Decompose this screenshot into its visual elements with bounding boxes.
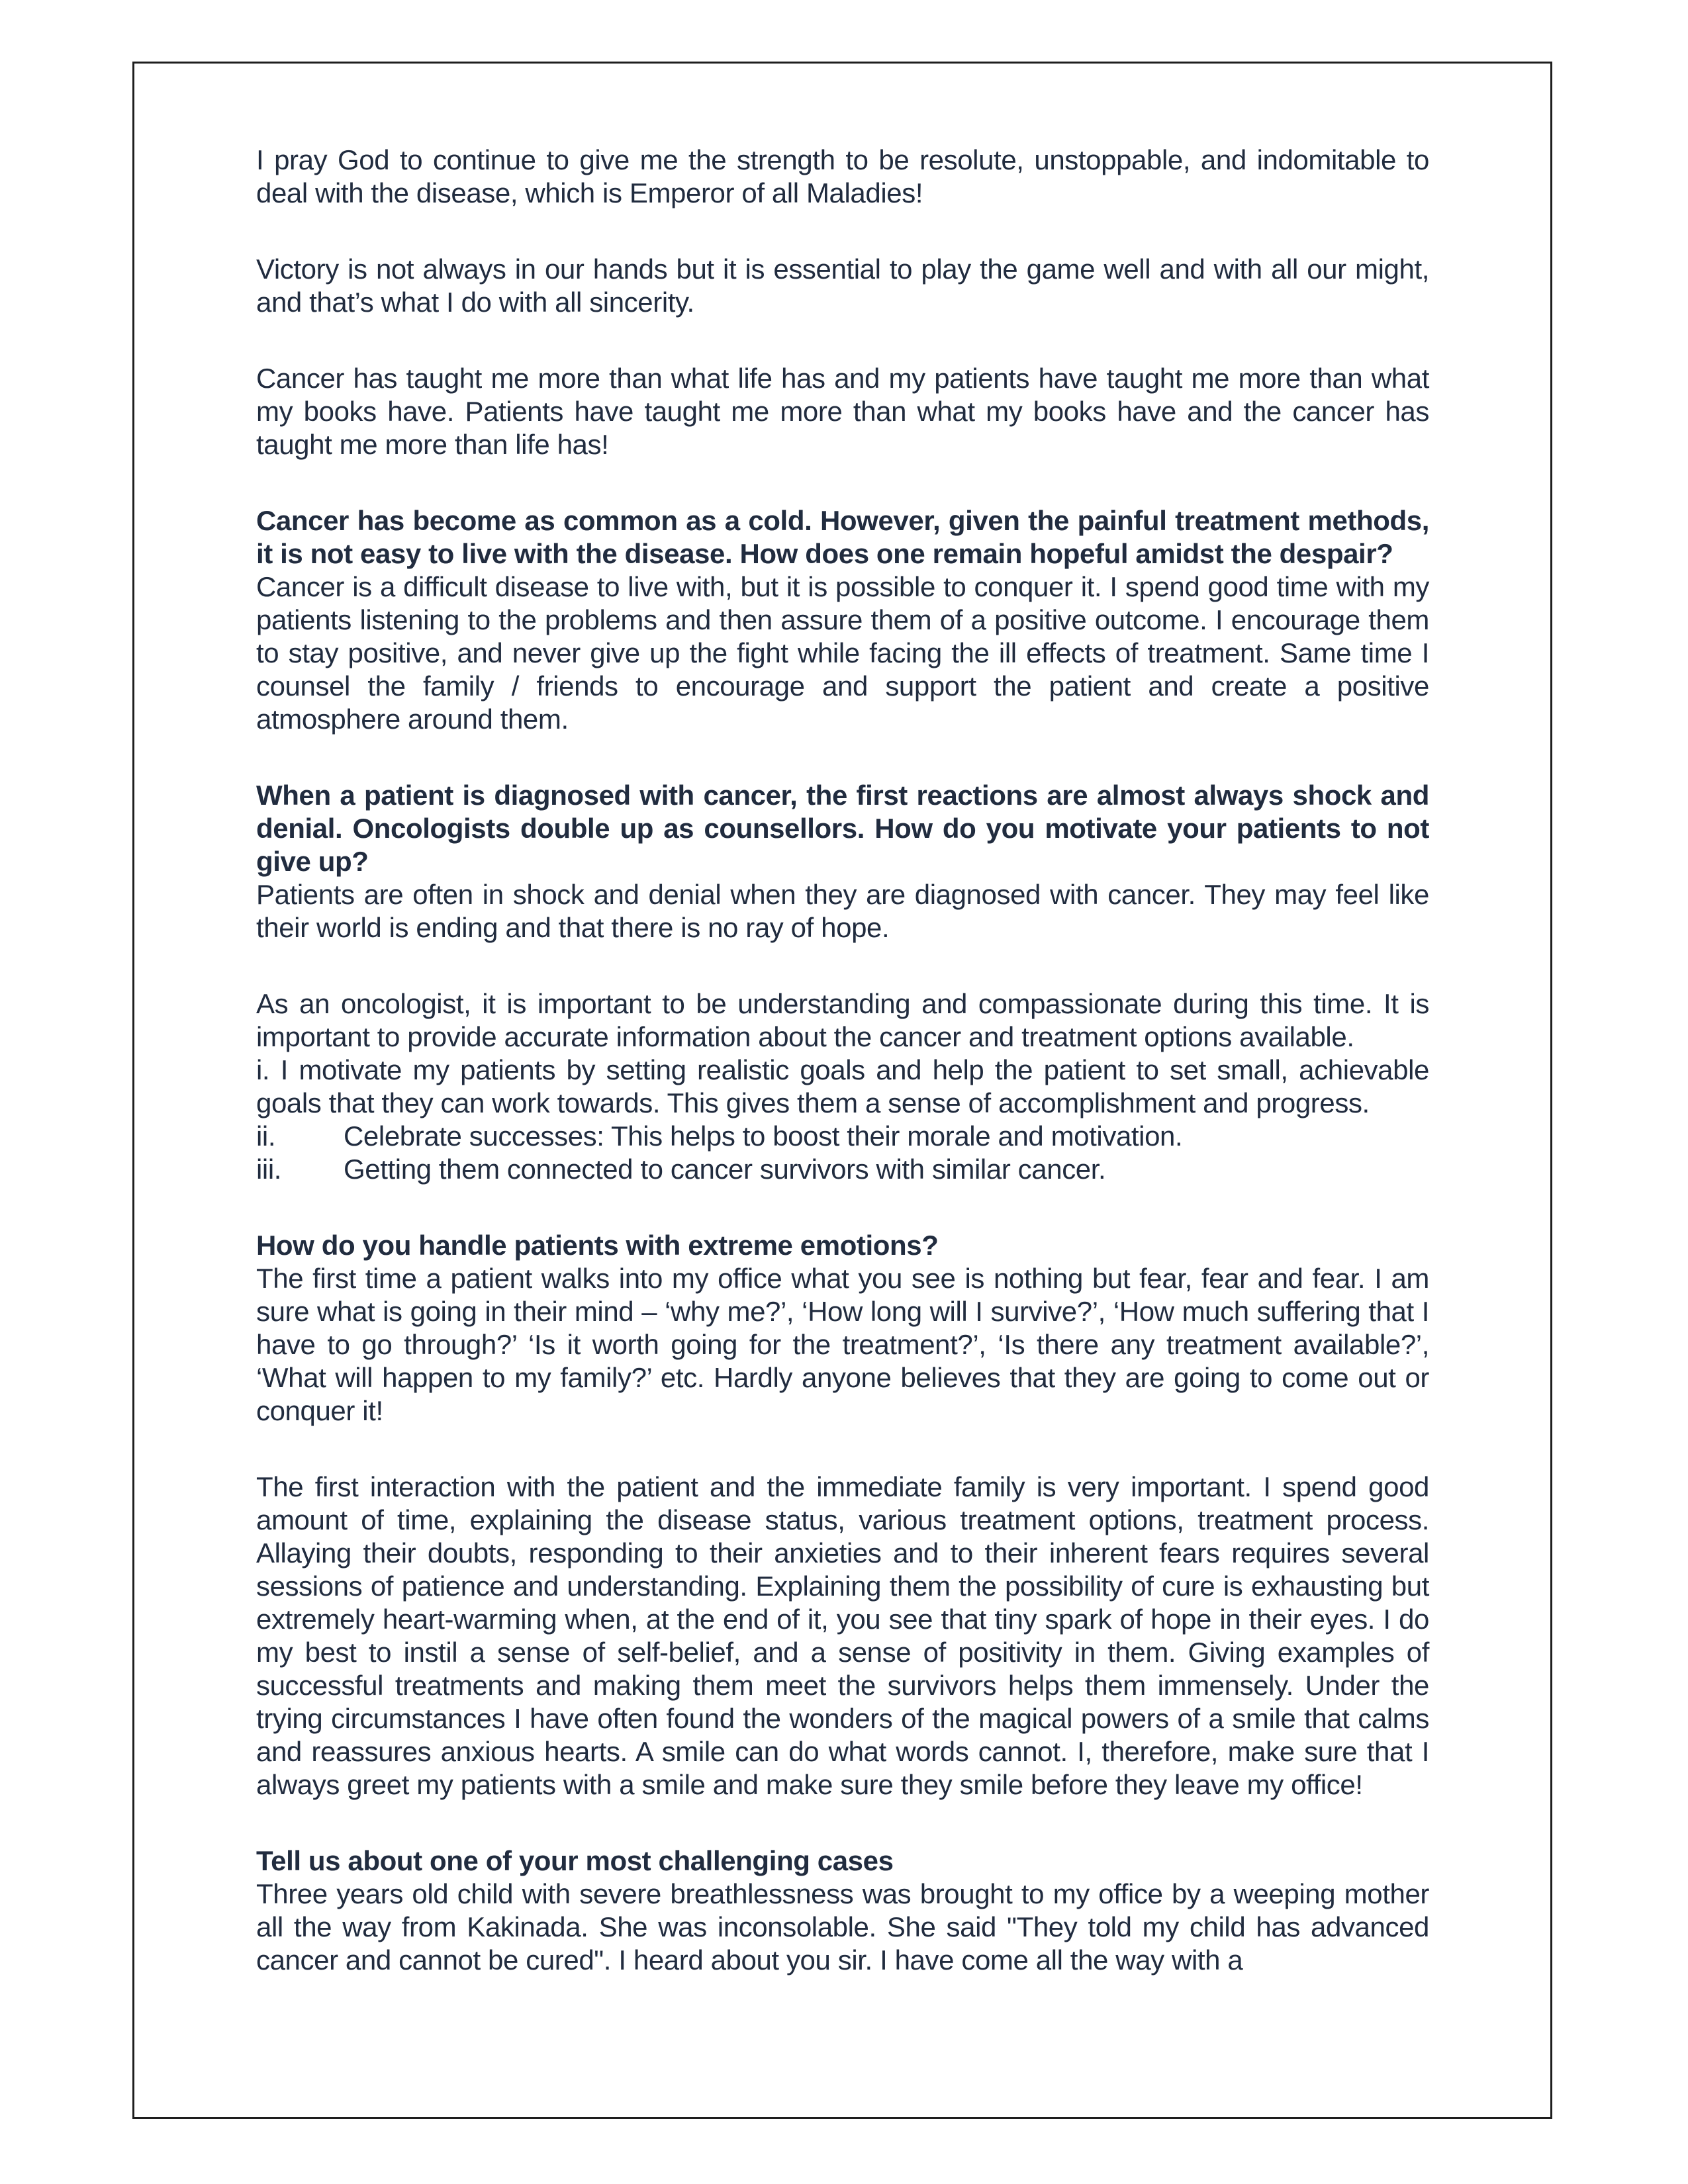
answer-emotions: The first time a patient walks into my office what you see is nothing but fear, fear and fear. I am sure what is going in their mind – ‘why me?’, ‘How long will I survive?’, ‘How much suffering that I have to go through?’ ‘Is it worth going for the treatment?’, ‘Is there any treatment available?’, ‘What will happen to my family?’ etc. Hardly anyone believes that they are going to come out or conquer it! [256,1263,1429,1426]
qa-block-challenging-case [256,1844,1429,1977]
paragraph-oncologist-compassion: As an oncologist, it is important to be understanding and compassionate during this time. It is important to provide accurate information about the cancer and treatment options available. [256,988,1429,1052]
question-emotions: How do you handle patients with extreme emotions? [256,1230,939,1261]
motivation-methods-block [256,987,1429,1186]
list-text-ii: Celebrate successes: This helps to boost their morale and motivation. [344,1120,1183,1152]
question-challenging-case: Tell us about one of your most challenging cases [256,1845,894,1876]
list-item-ii [256,1120,1429,1153]
paragraph-first-interaction: The first interaction with the patient and the immediate family is very important. I spend good amount of time, explaining the disease status, various treatment options, treatment process. Allaying their doubts, responding to their anxieties and to their inherent fears requires several sessions of patience and understanding. Explaining them the possibility of cure is exhausting but extremely heart-warming when, at the end of it, you see that tiny spark of hope in their eyes. I do my best to instil a sense of self-belief, and a sense of positivity in them. Giving examples of successful treatments and making them meet the survivors helps them immensely. Under the trying circumstances I have often found the wonders of the magical powers of a smile that calms and reassures anxious hearts. A smile can do what words cannot. I, therefore, make sure that I always greet my patients with a smile and make sure they smile before they leave my office! [256,1471,1429,1800]
paragraph-victory: Victory is not always in our hands but it is essential to play the game well and with all our might, and that’s what I do with all sincerity. [256,253,1429,318]
paragraph-cancer-taught: Cancer has taught me more than what life has and my patients have taught me more than what my books have. Patients have taught me more than what my books have and the cancer has taught me more than life has! [256,363,1429,460]
question-motivate: When a patient is diagnosed with cancer, the first reactions are almost always shock and denial. Oncologists double up as counsellors. How do you motivate your patients to not give up? [256,780,1429,877]
page-border [132,62,1552,2119]
qa-block-motivate [256,779,1429,944]
list-item-iii [256,1153,1429,1186]
paragraph-strength: I pray God to continue to give me the strength to be resolute, unstoppable, and indomitable to deal with the disease, which is Emperor of all Maladies! [256,144,1429,208]
answer-challenging-case: Three years old child with severe breathlessness was brought to my office by a weeping mother all the way from Kakinada. She was inconsolable. She said "They told my child has advanced cancer and cannot be cured". I heard about you sir. I have come all the way with a [256,1878,1429,1976]
list-text-iii: Getting them connected to cancer survivors with similar cancer. [344,1154,1106,1185]
answer-motivate: Patients are often in shock and denial when they are diagnosed with cancer. They may feel like their world is ending and that there is no ray of hope. [256,879,1429,943]
list-marker-iii: iii. [256,1154,282,1185]
qa-block-emotions [256,1229,1429,1428]
question-hopeful: Cancer has become as common as a cold. However, given the painful treatment methods, it is not easy to live with the disease. How does one remain hopeful amidst the despair? [256,505,1429,569]
answer-hopeful: Cancer is a difficult disease to live with, but it is possible to conquer it. I spend good time with my patients listening to the problems and then assure them of a positive outcome. I encourage them to stay positive, and never give up the fight while facing the ill effects of treatment. Same time I counsel the family / friends to encourage and support the patient and create a positive atmosphere around them. [256,571,1429,735]
list-item-i: i. I motivate my patients by setting realistic goals and help the patient to set small, achievable goals that they can work towards. This gives them a sense of accomplishment and progress. [256,1054,1429,1118]
document-content [134,64,1550,2117]
list-marker-ii: ii. [256,1120,276,1152]
qa-block-hopeful [256,504,1429,736]
